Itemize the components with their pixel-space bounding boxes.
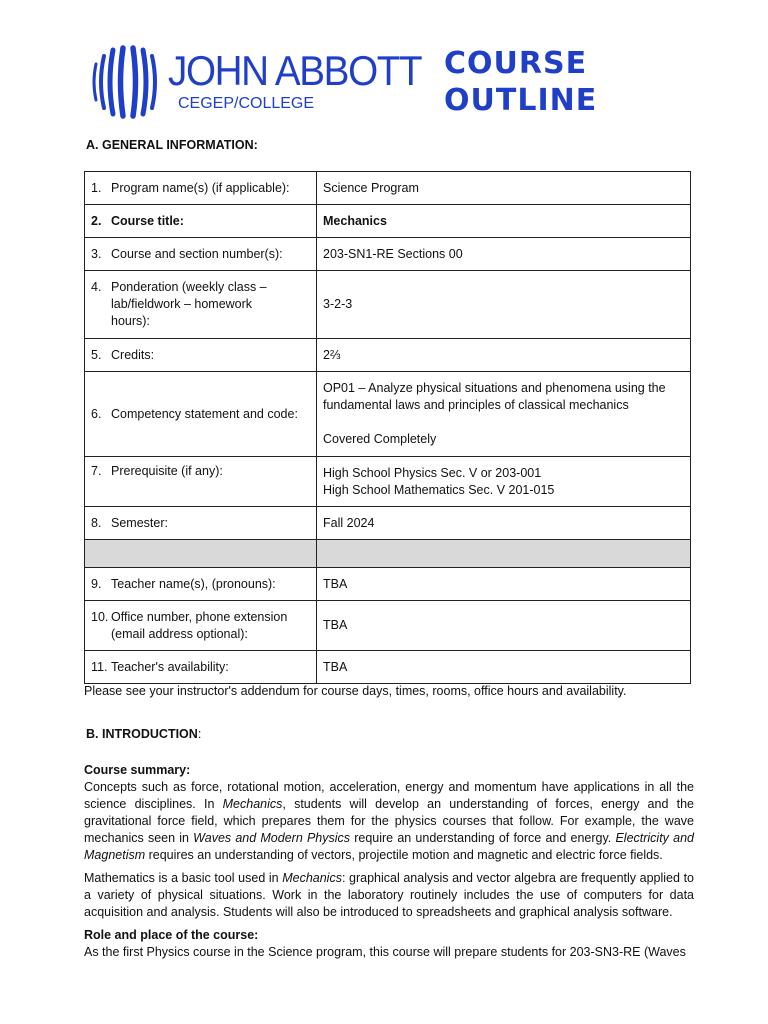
general-information-table bbox=[84, 171, 691, 684]
section-b-heading-bold: B. INTRODUCTION bbox=[86, 727, 198, 741]
text-run: , students will develop an understanding of forces, energy and the gravitational force field, which prepares them for the physics courses that follow. For example, the wave mechanics seen in bbox=[84, 797, 694, 845]
row-label: Ponderation (weekly class –lab/fieldwork – homework hours): bbox=[111, 280, 267, 328]
text-run: Mathematics is a basic tool used in bbox=[84, 871, 283, 885]
row-value: TBA bbox=[323, 618, 348, 632]
row-label: Prerequisite (if any): bbox=[111, 464, 223, 478]
table-row bbox=[85, 457, 691, 507]
row-value: 3-2-3 bbox=[323, 297, 353, 311]
row-value: Science Program bbox=[323, 180, 419, 195]
course-summary-paragraph-1 bbox=[84, 779, 694, 864]
table-row bbox=[85, 651, 691, 684]
table-row bbox=[85, 172, 691, 205]
row-label: Semester: bbox=[111, 515, 168, 530]
course-name-italic: Mechanics bbox=[282, 871, 342, 885]
document-title bbox=[444, 45, 597, 119]
document-title-line-2: OUTLINE bbox=[444, 83, 598, 118]
row-number: 8. bbox=[91, 515, 102, 530]
row-label: Course and section number(s): bbox=[111, 246, 283, 261]
course-name-italic: Waves and Modern Physics bbox=[193, 831, 351, 845]
section-a-heading: A. GENERAL INFORMATION: bbox=[86, 138, 258, 152]
row-number: 9. bbox=[91, 576, 102, 591]
table-row bbox=[85, 372, 691, 457]
table-row bbox=[85, 271, 691, 339]
course-name-italic: Mechanics bbox=[222, 797, 283, 811]
row-number: 6. bbox=[91, 406, 102, 421]
page-header bbox=[88, 40, 708, 120]
text-run: : graphical analysis and vector algebra are frequently applied to a variety of physical situations. Work in the laboratory routinely includes the use of computers for data acquisition and analysis. Students will also be introduced to spreadsheets and graphical analysis software. bbox=[84, 871, 694, 919]
text-run: requires an understanding of vectors, projectile motion and magnetic and electric force fields. bbox=[145, 848, 663, 862]
table-row bbox=[85, 205, 691, 238]
table-row bbox=[85, 568, 691, 601]
row-number: 11. bbox=[91, 659, 108, 674]
competency-coverage: Covered Completely bbox=[323, 432, 437, 446]
document-title-line-1: COURSE bbox=[444, 46, 588, 81]
row-label: Teacher's availability: bbox=[111, 659, 229, 674]
row-label: Program name(s) (if applicable): bbox=[111, 180, 290, 195]
addendum-note: Please see your instructor's addendum for course days, times, rooms, office hours and availability. bbox=[84, 684, 627, 698]
row-value: Fall 2024 bbox=[323, 515, 375, 530]
table-row bbox=[85, 601, 691, 651]
row-label: Course title: bbox=[111, 213, 184, 228]
row-number: 2. bbox=[91, 213, 102, 228]
row-number: 5. bbox=[91, 347, 102, 362]
row-number: 10. bbox=[91, 609, 109, 624]
course-summary-heading: Course summary: bbox=[84, 763, 191, 777]
section-b-heading-colon: : bbox=[197, 727, 202, 741]
brand-subtitle: CEGEP/COLLEGE bbox=[178, 95, 315, 112]
section-b-heading bbox=[86, 727, 201, 741]
row-value: 203-SN1-RE Sections 00 bbox=[323, 246, 463, 261]
prerequisite-physics: High School Physics Sec. V or 203-001 bbox=[323, 465, 542, 480]
table-row bbox=[85, 238, 691, 271]
course-summary-paragraph-2 bbox=[84, 870, 694, 921]
prerequisite-mathematics: High School Mathematics Sec. V 201-015 bbox=[323, 482, 555, 497]
text-run: require an understanding of force and energy. bbox=[350, 831, 616, 845]
row-number: 4. bbox=[91, 280, 102, 294]
table-row bbox=[85, 339, 691, 372]
row-number: 1. bbox=[91, 180, 102, 195]
role-text: As the first Physics course in the Science program, this course will prepare students for 203-SN3-RE (Waves bbox=[84, 945, 686, 959]
row-label: Office number, phone extension (email address optional): bbox=[111, 609, 288, 641]
row-number: 7. bbox=[91, 464, 102, 478]
row-label: Competency statement and code: bbox=[111, 406, 298, 421]
row-label: Teacher name(s), (pronouns): bbox=[111, 576, 276, 591]
course-name-italic: Electricity and Magnetism bbox=[84, 831, 694, 862]
shaded-separator-row bbox=[85, 540, 691, 568]
text-run: Concepts such as force, rotational motion, acceleration, energy and momentum have applications in all the science disciplines. In bbox=[84, 780, 694, 811]
row-value: 2⅔ bbox=[323, 347, 341, 362]
john-abbott-logo-icon bbox=[90, 44, 162, 120]
competency-statement: OP01 – Analyze physical situations and phenomena using the fundamental laws and principles of classical mechanics bbox=[323, 381, 666, 412]
table-row bbox=[85, 507, 691, 540]
row-value: TBA bbox=[323, 659, 348, 674]
role-heading: Role and place of the course: bbox=[84, 928, 259, 942]
row-value: TBA bbox=[323, 576, 348, 591]
course-summary bbox=[84, 762, 694, 961]
row-number: 3. bbox=[91, 246, 102, 261]
brand-name: JOHN ABBOTT bbox=[168, 47, 422, 94]
row-value: Mechanics bbox=[323, 213, 387, 228]
row-label: Credits: bbox=[111, 347, 155, 362]
